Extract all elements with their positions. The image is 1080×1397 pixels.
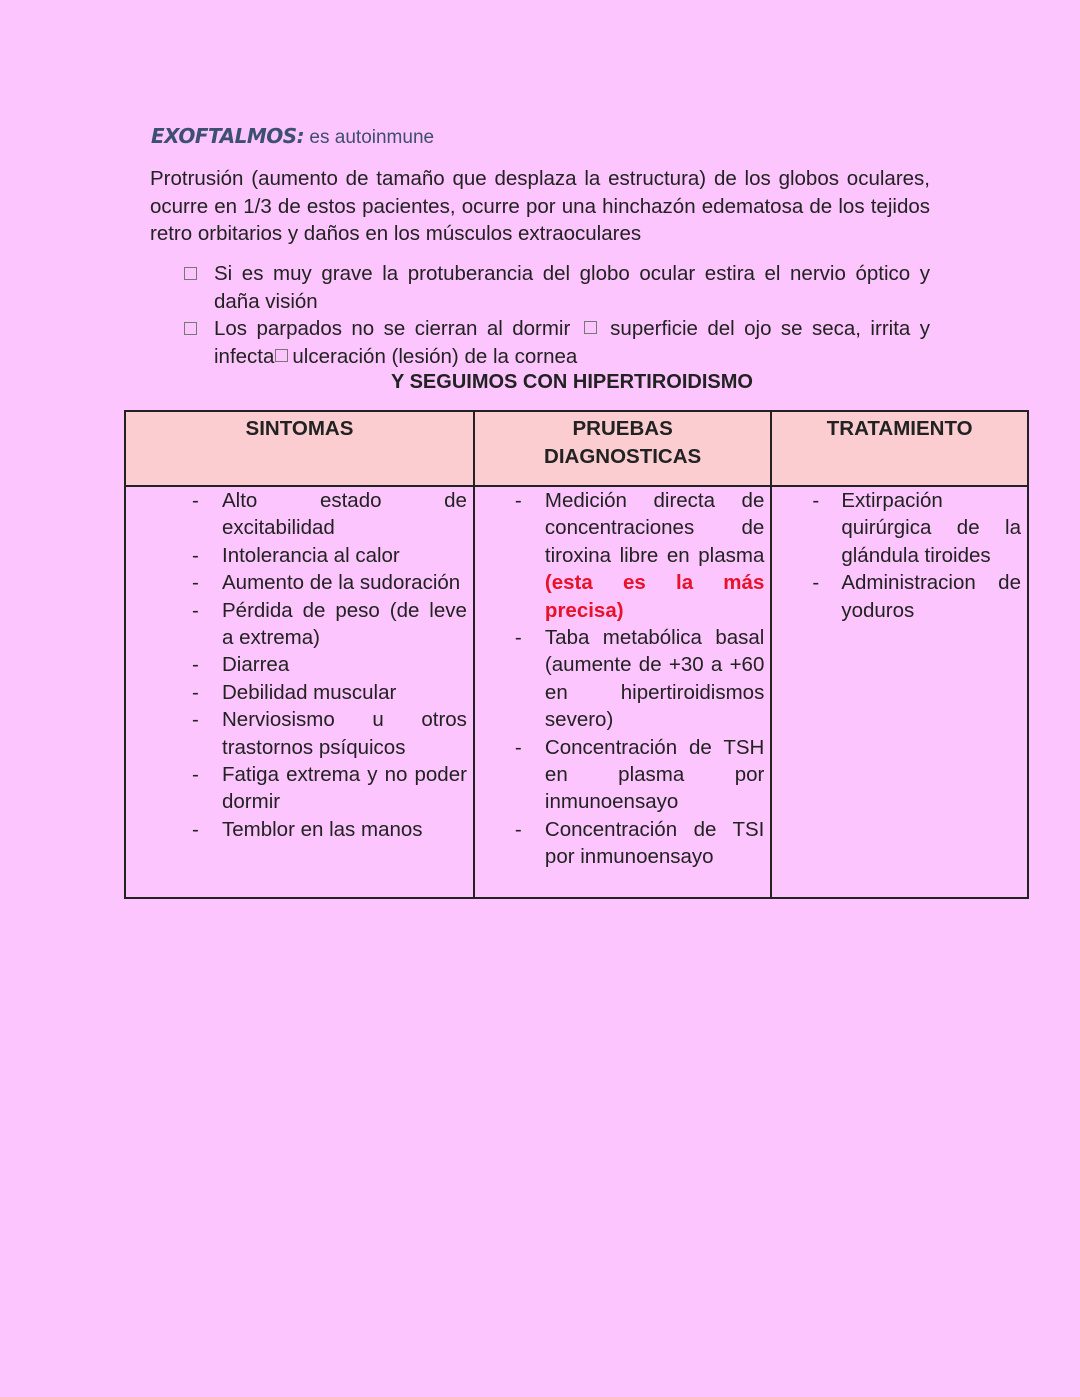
header-sintomas: SINTOMAS xyxy=(125,411,474,486)
section-heading xyxy=(151,124,434,149)
table-row: - Taba metabólica basal (aumente de +30 a +60 en hipertiroidismos severo) xyxy=(481,624,764,734)
table-row: - Concentración de TSH en plasma por inmunoensayo xyxy=(481,734,764,816)
table-row: - Intolerancia al calor xyxy=(132,542,467,569)
table-row: - Alto estado de excitabilidad xyxy=(132,487,467,542)
list-item xyxy=(182,260,930,315)
table-row: - Debilidad muscular xyxy=(132,679,467,706)
table-row: - Diarrea xyxy=(132,651,467,678)
pruebas-cell xyxy=(474,486,771,898)
table-row: - Aumento de la sudoración xyxy=(132,569,467,596)
heading-title: EXOFTALMOS: xyxy=(151,124,305,148)
table-row: - Fatiga extrema y no poder dormir xyxy=(132,761,467,816)
hyperthyroidism-table xyxy=(124,410,1029,899)
table-row: - Temblor en las manos xyxy=(132,816,467,843)
tratamiento-cell xyxy=(771,486,1028,898)
highlight-text: (esta es la más precisa) xyxy=(544,571,765,622)
bullet-text-part2: superficie del ojo se seca, irrita y infecta xyxy=(214,317,930,368)
list-item xyxy=(182,315,930,370)
sintomas-cell xyxy=(125,486,474,898)
table-row: - Extirpación quirúrgica de la glándula tiroides xyxy=(778,487,1021,569)
table-row: - Nerviosismo u otros trastornos psíquicos xyxy=(132,706,467,761)
table-row: - Concentración de TSI por inmunoensayo xyxy=(481,816,764,871)
checkbox-icon xyxy=(184,322,197,335)
table-row: - Pérdida de peso (de leve a extrema) xyxy=(132,597,467,652)
bullet-list xyxy=(182,260,930,370)
table-row: - Medición directa de concentraciones de tiroxina libre en plasma (esta es la más precisa) xyxy=(481,487,764,624)
table-row: - Administracion de yoduros xyxy=(778,569,1021,624)
heading-subtitle: es autoinmune xyxy=(304,127,435,148)
arrow-box-icon xyxy=(584,321,597,334)
checkbox-icon xyxy=(184,267,197,280)
bullet-text: Si es muy grave la protuberancia del globo ocular estira el nervio óptico y daña visión xyxy=(214,262,930,313)
section-title: Y SEGUIMOS CON HIPERTIROIDISMO xyxy=(391,371,753,393)
bullet-text-part1: Los parpados no se cierran al dormir xyxy=(214,317,571,340)
bullet-text-part3: ulceración (lesión) de la cornea xyxy=(292,344,578,368)
header-tratamiento: TRATAMIENTO xyxy=(771,411,1028,486)
arrow-box-icon xyxy=(275,349,288,362)
intro-paragraph: Protrusión (aumento de tamaño que desplaza la estructura) de los globos oculares, ocurre en 1/3 de estos pacientes, ocurre por una hinchazón edematosa de los tejidos retro orbitarios y daños en los músculos extraoculares xyxy=(150,167,930,245)
header-pruebas: PRUEBAS DIAGNOSTICAS xyxy=(474,411,771,486)
